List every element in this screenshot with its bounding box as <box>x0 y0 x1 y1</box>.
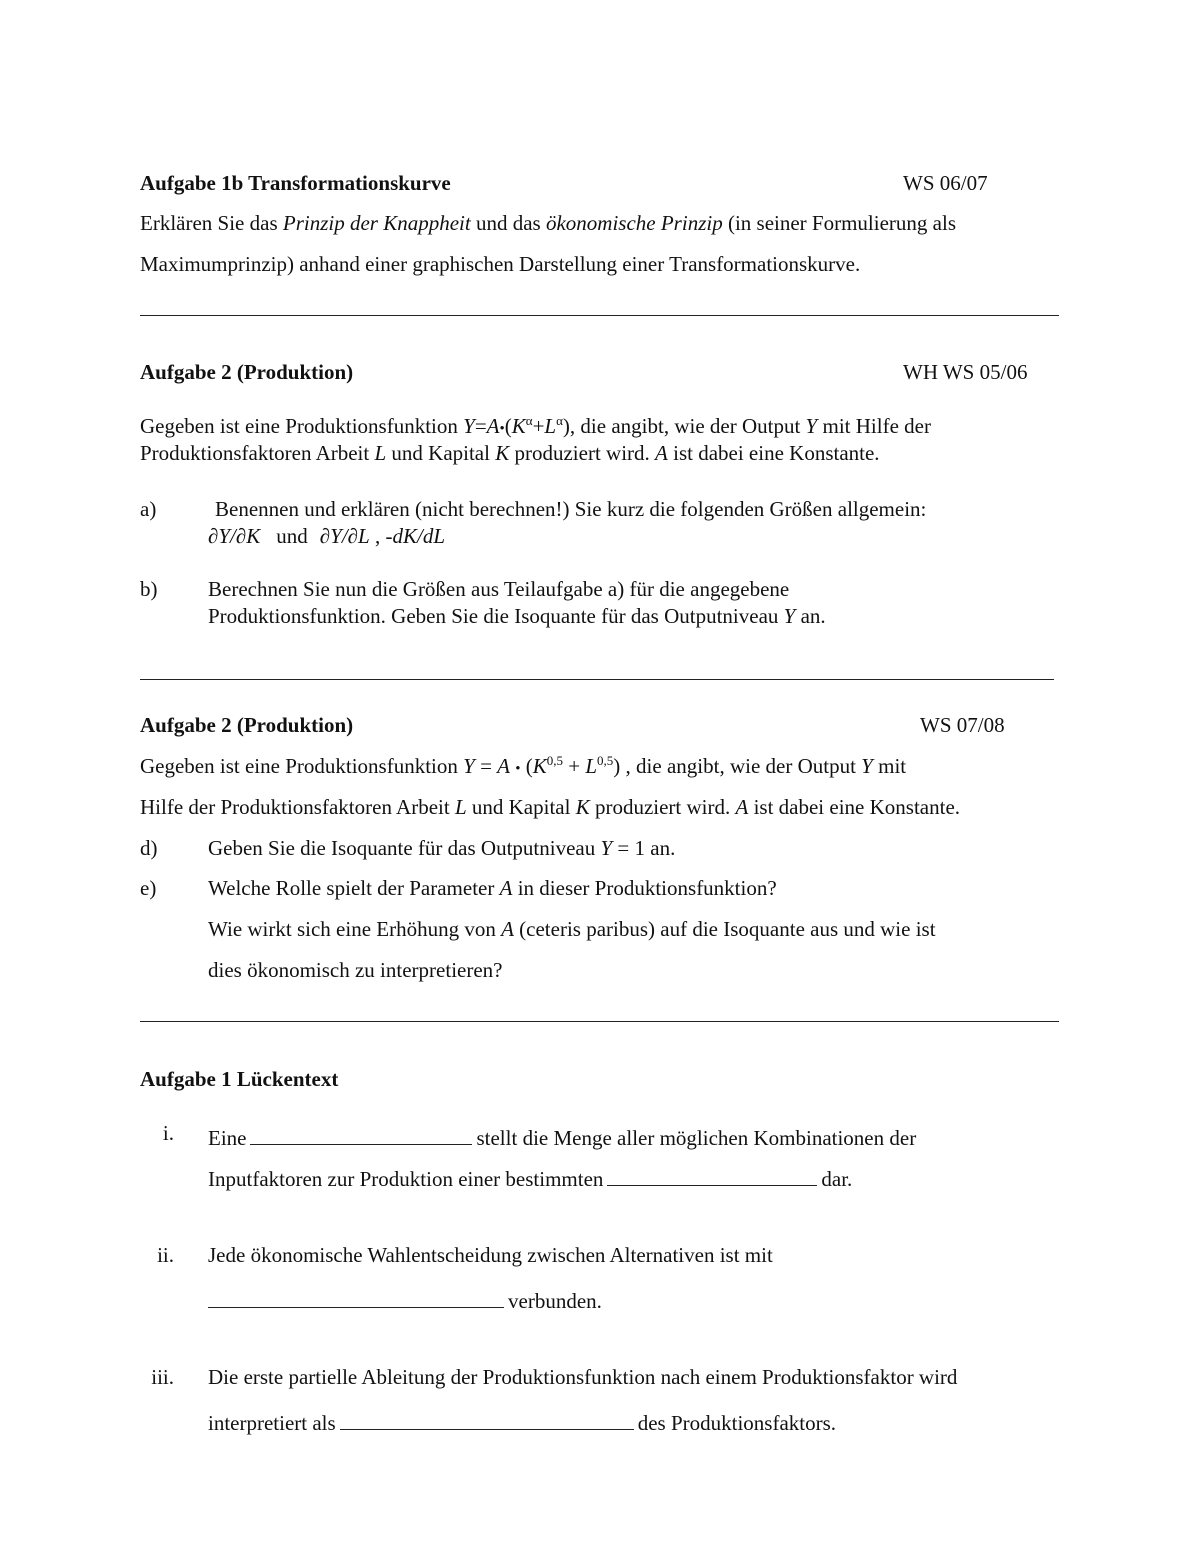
task1-item-iii-line2: interpretiert als des Produktionsfaktors. <box>208 1408 836 1434</box>
task2a-semester: WH WS 05/06 <box>903 360 1028 384</box>
section-divider <box>140 1021 1059 1022</box>
task2a-intro-line2: Produktionsfaktoren Arbeit L und Kapital K produziert wird. A ist dabei eine Konstante. <box>140 441 880 465</box>
task1-item-i-label: i. <box>162 1121 174 1145</box>
task2b-item-e-line3: dies ökonomisch zu interpretieren? <box>208 958 503 982</box>
task2b-item-e-line1: Welche Rolle spielt der Parameter A in dieser Produktionsfunktion? <box>208 876 777 900</box>
fill-in-blank[interactable] <box>208 1286 504 1308</box>
fill-in-blank[interactable] <box>340 1408 634 1430</box>
task1-item-i-line2: Inputfaktoren zur Produktion einer bestimmten dar. <box>208 1164 852 1190</box>
task2a-item-a-formulas: ∂Y/∂K und ∂Y/∂L , -dK/dL <box>208 524 445 548</box>
task2b-item-e-line2: Wie wirkt sich eine Erhöhung von A (ceteris paribus) auf die Isoquante aus und wie ist <box>208 917 936 941</box>
task2a-item-b-label: b) <box>140 577 158 601</box>
task1-item-iii-line1: Die erste partielle Ableitung der Produktionsfunktion nach einem Produktionsfaktor wird <box>208 1365 958 1389</box>
task2a-item-b-line2: Produktionsfunktion. Geben Sie die Isoquante für das Outputniveau Y an. <box>208 604 826 628</box>
task2b-item-d-label: d) <box>140 836 158 860</box>
section-divider <box>140 679 1054 680</box>
task1-item-ii-label: ii. <box>157 1243 174 1267</box>
task1b-text-line2: Maximumprinzip) anhand einer graphischen Darstellung einer Transformationskurve. <box>140 252 861 276</box>
task2a-item-b-line1: Berechnen Sie nun die Größen aus Teilaufgabe a) für die angegebene <box>208 577 790 601</box>
task1b-text-line1: Erklären Sie das Prinzip der Knappheit und das ökonomische Prinzip (in seiner Formulierung als <box>140 211 956 235</box>
task1-item-i-line1: Eine stellt die Menge aller möglichen Kombinationen der <box>208 1123 916 1149</box>
task2b-title: Aufgabe 2 (Produktion) <box>140 713 354 737</box>
fill-in-blank[interactable] <box>250 1123 472 1145</box>
task2b-intro-line2: Hilfe der Produktionsfaktoren Arbeit L und Kapital K produziert wird. A ist dabei eine Konstante. <box>140 795 961 819</box>
task2b-semester: WS 07/08 <box>920 713 1005 737</box>
task1-item-iii-label: iii. <box>151 1365 174 1389</box>
task2b-item-e-label: e) <box>140 876 157 900</box>
fill-in-blank[interactable] <box>607 1164 817 1186</box>
task2b-intro-line1: Gegeben ist eine Produktionsfunktion Y = A • $(K^{0,5} + L^{0,5})$ , die angibt, wie der Output Y mit <box>140 753 907 778</box>
task2a-item-a-text: Benennen und erklären (nicht berechnen!) Sie kurz die folgenden Größen allgemein: <box>215 497 927 521</box>
task1-item-ii-line2: verbunden. <box>208 1286 602 1312</box>
task1b-semester: WS 06/07 <box>903 171 988 195</box>
task1-title: Aufgabe 1 Lückentext <box>140 1067 339 1091</box>
task1-item-ii-line1: Jede ökonomische Wahlentscheidung zwischen Alternativen ist mit <box>208 1243 773 1267</box>
section-divider <box>140 315 1059 316</box>
task2a-item-a-label: a) <box>140 497 157 521</box>
task2b-item-d-text: Geben Sie die Isoquante für das Outputniveau Y = 1 an. <box>208 836 676 860</box>
task1b-title: Aufgabe 1b Transformationskurve <box>140 171 451 195</box>
task2a-intro-line1: Gegeben ist eine Produktionsfunktion $Y=A•(K^\alpha+L^\alpha)$, die angibt, wie der Output Y mit Hilfe der <box>140 413 931 438</box>
task2a-title: Aufgabe 2 (Produktion) <box>140 360 354 384</box>
